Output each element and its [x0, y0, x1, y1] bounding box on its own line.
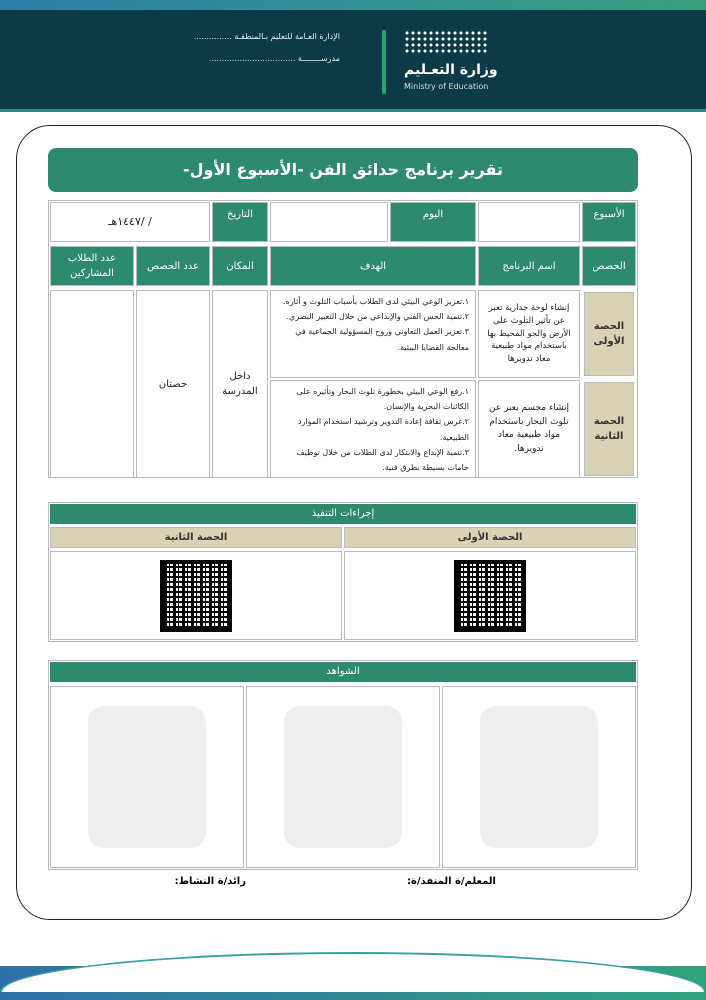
period-1: الحصة الأولى	[584, 292, 634, 376]
school-line: مدرســــــــة ..................................	[208, 54, 340, 63]
image-placeholder[interactable]	[88, 706, 206, 848]
procedure-first-label: الحصة الأولى	[344, 527, 636, 548]
goal-item: ١.تعزيز الوعي البيئي لدى الطلاب بأسباب التلوث و أثاره.	[282, 297, 469, 306]
goals-1	[270, 290, 476, 378]
week-value[interactable]	[478, 202, 580, 242]
evidence-slot	[442, 686, 636, 868]
logo-arabic: وزارة التعـليم	[404, 62, 498, 78]
bottom-wave	[0, 952, 706, 992]
header-place: المكان	[212, 246, 268, 286]
qr-cell-first	[344, 551, 636, 640]
students-value[interactable]	[50, 290, 134, 478]
week-label: الأسبوع	[582, 202, 636, 242]
program-1: إنشاء لوحة جدارية تعبر عن تأثير التلوث على الأرض والجو المحيط بها باستخدام مواد طبيعية معاد تدويرها	[478, 290, 580, 378]
day-label: اليوم	[390, 202, 476, 242]
header-goal: الهدف	[270, 246, 476, 286]
goal-item: ١.رفع الوعي البيئي بخطورة تلوث البحار وتأثيره على الكائنات البحرية والإنسان.	[296, 387, 469, 412]
activity-leader-label: رائد/ة النشاط:	[174, 876, 246, 887]
evidence-slot	[50, 686, 244, 868]
day-value[interactable]	[270, 202, 388, 242]
procedure-second-label: الحصة الثانية	[50, 527, 342, 548]
qr-code-icon[interactable]	[454, 560, 526, 632]
program-2: إنشاء مجسم يعبر عن تلوث البحار باستخدام مواد طبيعية معاد تدويرها.	[478, 380, 580, 478]
place-value: داخل المدرسة	[212, 290, 268, 478]
header-divider	[382, 30, 386, 94]
date-value[interactable]: / /١٤٤٧هـ	[50, 202, 210, 242]
directorate-line: الإدارة العـامة للتعليم بـالمنطقـة ...............	[193, 32, 340, 41]
goal-item: ٣.تنمية الإبداع والابتكار لدى الطلاب من خلال توظيف خامات بسيطة بطرق فنية.	[296, 447, 469, 472]
period-2: الحصة الثانية	[584, 382, 634, 476]
header-program: اسم البرنامج	[478, 246, 580, 286]
header-students: عدد الطلاب المشاركين	[50, 246, 134, 286]
count-value: حصتان	[136, 290, 210, 478]
goals-2	[270, 380, 476, 478]
evidence-title: الشواهد	[50, 662, 636, 682]
logo-english: Ministry of Education	[404, 82, 489, 91]
teacher-signature-label: المعلم/ة المنفذ/ة:	[407, 876, 496, 887]
procedures-title: إجراءات التنفيذ	[50, 504, 636, 524]
top-strip	[0, 0, 706, 10]
date-label: التاريخ	[212, 202, 268, 242]
page-header	[0, 10, 706, 112]
image-placeholder[interactable]	[480, 706, 598, 848]
image-placeholder[interactable]	[284, 706, 402, 848]
header-periods: الحصص	[582, 246, 636, 286]
evidence-slot	[246, 686, 440, 868]
report-title: تقرير برنامج حدائق الفن -الأسبوع الأول-	[48, 148, 638, 192]
goal-item: ٢.تنمية الحس الفني والإبداعي من خلال التعبير البصري.	[286, 312, 469, 322]
header-count: عدد الحصص	[136, 246, 210, 286]
goal-item: ٣.تعزيز العمل التعاوني وروح المسؤولية الجماعية في معالجة القضايا البيئية.	[295, 327, 469, 352]
qr-code-icon[interactable]	[160, 560, 232, 632]
goal-item: ٢.غرس ثقافة إعادة التدوير وترشيد استخدام الموارد الطبيعية.	[297, 417, 469, 442]
ministry-logo-icon	[404, 30, 488, 54]
qr-cell-second	[50, 551, 342, 640]
